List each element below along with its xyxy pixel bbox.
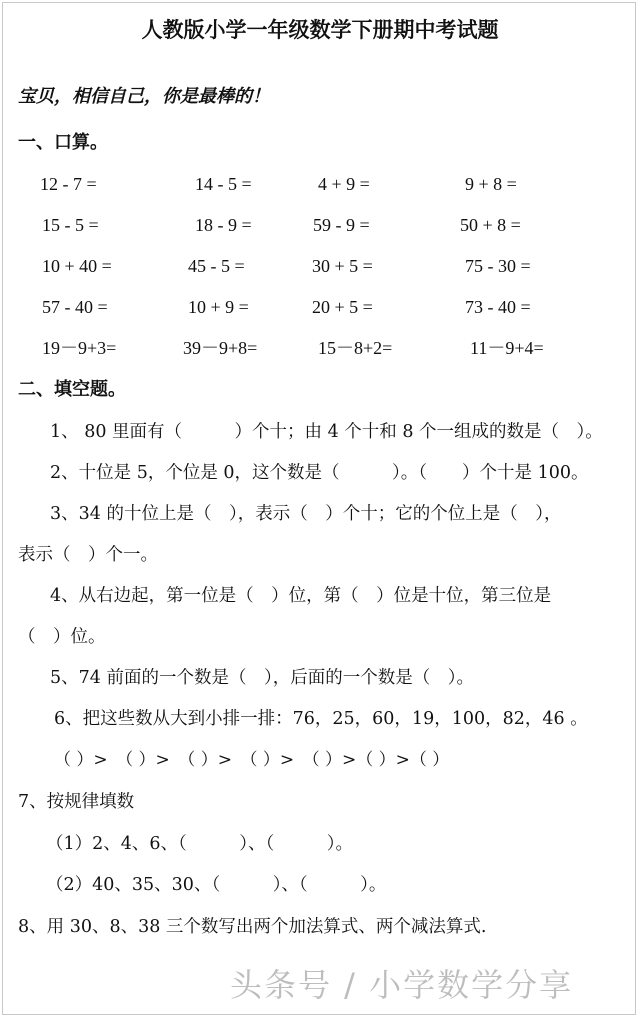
greeting: 宝贝，相信自己，你是最棒的！	[18, 86, 270, 107]
calc-item: 4 + 9 =	[318, 174, 370, 194]
calc-item: 10 + 40 =	[42, 256, 112, 276]
section3-heading: 7、按规律填数	[18, 792, 135, 812]
watermark: 头条号 / 小学数学分享	[230, 966, 574, 1004]
calc-item: 19－9+3=	[42, 338, 117, 358]
fill-question-2: 2、十位是 5，个位是 0，这个数是（ ）。（ ）个十是 100。	[50, 463, 589, 483]
calc-item: 10 + 9 =	[188, 297, 249, 317]
ordering-blanks: （ ）> （ ）> （ ）> （ ）> （ ）>（ ）>（ ）	[54, 750, 450, 770]
calc-item: 59 - 9 =	[313, 215, 370, 235]
calc-item: 15 - 5 =	[42, 215, 99, 235]
calc-item: 11－9+4=	[470, 338, 544, 358]
calc-item: 14 - 5 =	[195, 174, 252, 194]
section1-heading: 一、口算。	[18, 132, 108, 153]
fill-question-3: 3、34 的十位上是（ ），表示（ ）个十；它的个位上是（ ），	[50, 504, 562, 524]
calc-item: 18 - 9 =	[195, 215, 252, 235]
fill-question-3-cont: 表示（ ）个一。	[18, 545, 158, 565]
calc-item: 39－9+8=	[183, 338, 258, 358]
calc-item: 73 - 40 =	[465, 297, 531, 317]
calc-item: 50 + 8 =	[460, 215, 521, 235]
fill-question-4-cont: （ ）位。	[18, 627, 106, 647]
pattern-question-2: （2）40、35、30、（ ）、（ ）。	[46, 875, 387, 895]
fill-question-5: 5、74 前面的一个数是（ ），后面的一个数是（ ）。	[50, 668, 474, 688]
calc-item: 75 - 30 =	[465, 256, 531, 276]
calc-item: 9 + 8 =	[465, 174, 517, 194]
calc-item: 45 - 5 =	[188, 256, 245, 276]
fill-question-1: 1、 80 里面有（ ）个十；由 4 个十和 8 个一组成的数是（ ）。	[50, 422, 603, 442]
section4-question: 8、用 30、8、38 三个数写出两个加法算式、两个减法算式.	[18, 917, 487, 937]
pattern-question-1: （1）2、4、6、（ ）、（ ）。	[46, 834, 354, 854]
fill-question-4: 4、从右边起，第一位是（ ）位，第（ ）位是十位，第三位是	[50, 586, 552, 606]
calc-item: 12 - 7 =	[40, 174, 97, 194]
fill-question-6: 6、把这些数从大到小排一排：76，25，60，19，100，82，46 。	[54, 709, 588, 729]
calc-item: 57 - 40 =	[42, 297, 108, 317]
page-title: 人教版小学一年级数学下册期中考试题	[141, 18, 499, 42]
calc-item: 20 + 5 =	[312, 297, 373, 317]
calc-item: 15－8+2=	[318, 338, 393, 358]
section2-heading: 二、填空题。	[18, 379, 126, 400]
calc-item: 30 + 5 =	[312, 256, 373, 276]
